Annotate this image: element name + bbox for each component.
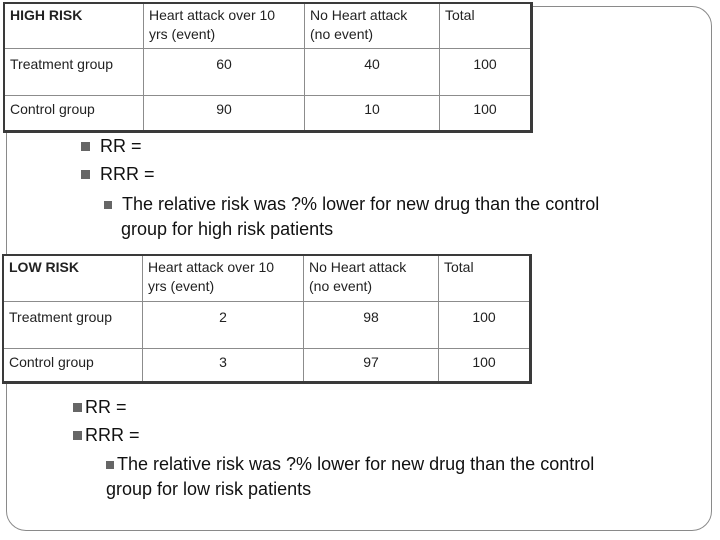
cell-total: 100	[439, 349, 531, 383]
table-title: LOW RISK	[3, 255, 143, 302]
header-no-event: No Heart attack (no event)	[304, 255, 439, 302]
high-question-line2: group for high risk patients	[121, 219, 334, 239]
cell-event: 2	[143, 302, 304, 349]
header-no-event: No Heart attack (no event)	[305, 3, 440, 49]
table-header-row	[4, 3, 532, 49]
cell-total: 100	[440, 49, 532, 96]
row-label: Treatment group	[4, 49, 144, 96]
header-total: Total	[439, 255, 531, 302]
table-title: HIGH RISK	[4, 3, 144, 49]
square-bullet-icon	[73, 431, 82, 440]
square-bullet-icon	[106, 461, 114, 469]
table-header-row	[3, 255, 531, 302]
low-question-line2: group for low risk patients	[106, 479, 312, 499]
table-row	[4, 49, 532, 96]
cell-total: 100	[439, 302, 531, 349]
row-label: Control group	[4, 96, 144, 132]
low-risk-table	[2, 254, 532, 384]
row-label: Treatment group	[3, 302, 143, 349]
low-rrr-line: RRR =	[73, 423, 140, 447]
low-question-line1: The relative risk was ?% lower for new drug than the control	[106, 452, 594, 476]
cell-no-event: 40	[305, 49, 440, 96]
table-row	[3, 302, 531, 349]
cell-event: 90	[144, 96, 305, 132]
high-rrr-line: RRR =	[81, 162, 155, 186]
cell-no-event: 98	[304, 302, 439, 349]
square-bullet-icon	[73, 403, 82, 412]
cell-no-event: 97	[304, 349, 439, 383]
cell-no-event: 10	[305, 96, 440, 132]
square-bullet-icon	[104, 201, 112, 209]
cell-event: 3	[143, 349, 304, 383]
square-bullet-icon	[81, 142, 90, 151]
high-question-line1: The relative risk was ?% lower for new drug than the control	[104, 192, 599, 216]
table-row	[3, 349, 531, 383]
cell-event: 60	[144, 49, 305, 96]
high-rr-line: RR =	[81, 134, 142, 158]
row-label: Control group	[3, 349, 143, 383]
high-risk-table	[3, 2, 533, 133]
header-event: Heart attack over 10 yrs (event)	[144, 3, 305, 49]
low-rr-line: RR =	[73, 395, 127, 419]
header-event: Heart attack over 10 yrs (event)	[143, 255, 304, 302]
header-total: Total	[440, 3, 532, 49]
table-row	[4, 96, 532, 132]
cell-total: 100	[440, 96, 532, 132]
square-bullet-icon	[81, 170, 90, 179]
